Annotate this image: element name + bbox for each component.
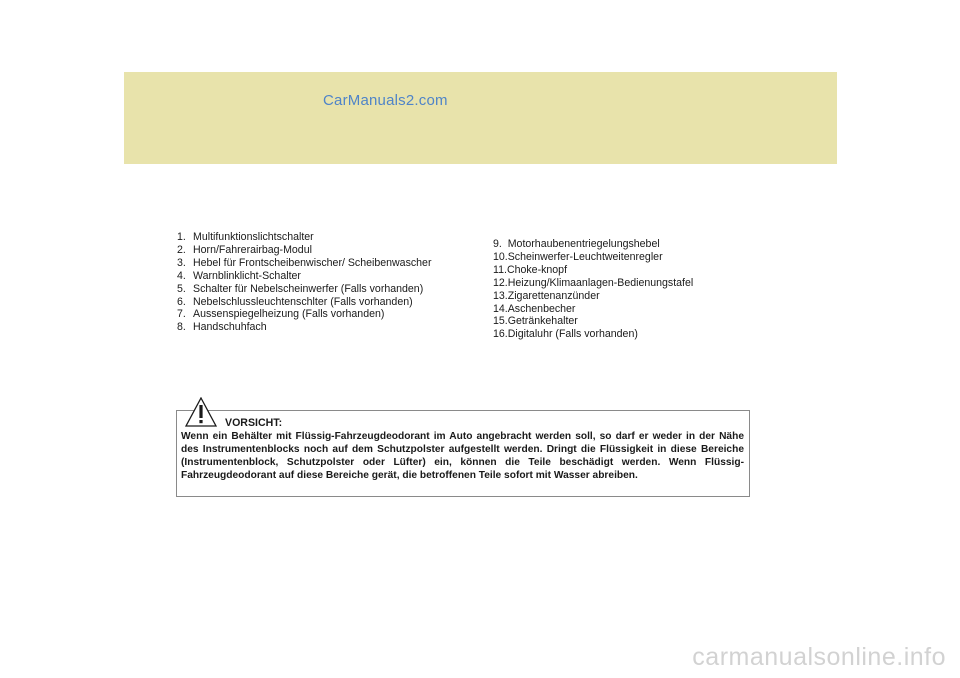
legend-item [177, 270, 462, 283]
legend-item-number: 1. [177, 231, 186, 243]
legend-item-number: 11. [493, 263, 507, 276]
legend-item [177, 308, 462, 321]
legend-item [177, 296, 462, 309]
legend-item-text: Hebel für Frontscheibenwischer/ Scheibenwascher [193, 256, 432, 269]
legend-item [493, 315, 763, 328]
legend-item-number: 9. [493, 238, 502, 250]
legend-list-left [177, 231, 462, 334]
legend-item-number: 4. [177, 269, 186, 282]
caution-box [176, 410, 750, 497]
legend-item-number: 5. [177, 282, 186, 295]
legend-item-text: Handschuhfach [193, 321, 267, 334]
legend-item [493, 238, 763, 251]
legend-item [493, 303, 763, 316]
legend-item-text: Zigarettenanzünder [507, 289, 600, 302]
legend-item-text: Multifunktionslichtschalter [193, 231, 314, 243]
legend-item-text: Nebelschlussleuchtenschlter (Falls vorhanden) [193, 295, 413, 308]
legend-item [493, 328, 763, 341]
legend-item [493, 251, 763, 264]
legend-item-text: Heizung/Klimaanlagen-Bedienungstafel [507, 276, 694, 289]
legend-item [177, 321, 462, 334]
legend-item-number: 12. [493, 276, 508, 289]
legend-item-text: Aussenspiegelheizung (Falls vorhanden) [193, 308, 385, 321]
legend-item [177, 231, 462, 244]
legend-item-number: 14. [493, 302, 508, 315]
legend-item-text: Choke-knopf [506, 263, 568, 276]
legend-item-number: 10. [493, 250, 508, 263]
legend-item-text: Aschenbecher [507, 302, 576, 315]
site-watermark: carmanualsonline.info [692, 643, 946, 671]
legend-item [177, 244, 462, 257]
legend-item-number: 8. [177, 321, 186, 334]
legend-item-text: Scheinwerfer-Leuchtweitenregler [507, 250, 663, 263]
warning-triangle-icon [185, 397, 217, 427]
legend-item-text: Schalter für Nebelscheinwerfer (Falls vorhanden) [193, 282, 424, 295]
legend-list-right [493, 238, 763, 341]
caution-text: Wenn ein Behälter mit Flüssig-Fahrzeugdeodorant im Auto angebracht werden soll, so darf er weder in der Nähe des Instrumentenblocks noch auf dem Schutzpolster aufgestellt werden. Dringt die Flüssigkeit in diese Bereiche (Instrumentenblock, Schutzpolster oder Lüfter) ein, können die Teile beschädigt werden. Wenn Flüssig-Fahrzeugdeodorant auf diese Bereiche gerät, die betroffenen Teile sofort mit Wasser abreiben. [181, 431, 744, 482]
legend-item-text: Warnblinklicht-Schalter [193, 269, 301, 282]
legend-item-number: 7. [177, 308, 186, 321]
legend-item [493, 264, 763, 277]
brand-watermark: CarManuals2.com [323, 92, 448, 109]
legend-item [177, 257, 462, 270]
legend-item-text: Digitaluhr (Falls vorhanden) [507, 328, 638, 341]
legend-item [493, 277, 763, 290]
legend-item [177, 283, 462, 296]
legend-item-number: 16. [493, 328, 508, 341]
caution-title: VORSICHT: [225, 417, 283, 429]
legend-item-text: Getränkehalter [507, 315, 578, 328]
legend-item-number: 2. [177, 243, 186, 256]
legend-item [493, 290, 763, 303]
header-band [124, 72, 837, 164]
legend-item-number: 3. [177, 256, 186, 269]
legend-item-text: Motorhaubenentriegelungshebel [501, 238, 660, 250]
legend-item-text: Horn/Fahrerairbag-Modul [193, 243, 312, 256]
legend-item-number: 13. [493, 289, 508, 302]
legend-item-number: 15. [493, 315, 508, 328]
legend-item-number: 6. [177, 295, 186, 308]
